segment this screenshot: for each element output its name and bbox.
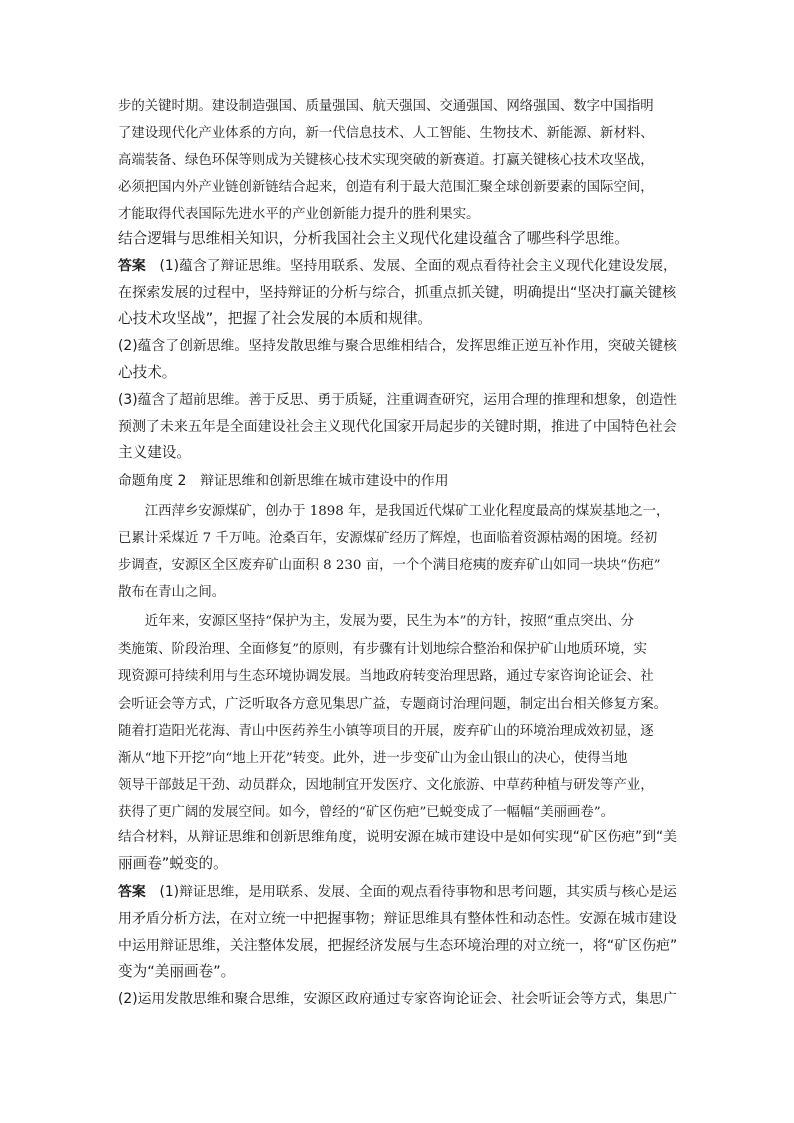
answer-line: 答案 (1)辩证思维，是用联系、发展、全面的观点看待事物和思考问题，其实质与核心是运 (118, 884, 677, 900)
material-line: 了建设现代化产业体系的方向，新一代信息技术、人工智能、生物技术、新能源、新材料、 (118, 126, 654, 141)
question-text: 结合材料，从辩证思维和创新思维角度，说明安源在城市建设中是如何实现“矿区伤疤”到“美 (118, 829, 677, 845)
answer-line: 主义建设。 (118, 444, 191, 461)
material-line: 随着打造阳光花海、青山中医药养生小镇等项目的开展，废弃矿山的环境治理成效初显，逐 (118, 724, 654, 739)
answer-line: 在探索发展的过程中，坚持辩证的分析与综合，抓重点抓关键，明确提出“坚决打赢关键核 (118, 285, 677, 301)
material-line: 近年来，安源区坚持“保护为主，发展为要，民生为本”的方针，按照“重点突出、分 (118, 614, 634, 629)
material-line: 步调查，安源区全区废弃矿山面积 8 230 亩，一个个满目疮痍的废弃矿山如同一块块“伤疤” (118, 558, 661, 573)
answer-line: 心技术。 (118, 364, 177, 381)
material-line: 步的关键时期。建设制造强国、质量强国、航天强国、交通强国、网络强国、数字中国指明 (118, 99, 654, 114)
answer-line: 心技术攻坚战”，把握了社会发展的本质和规律。 (118, 310, 433, 327)
section-title: 命题角度 2 辩证思维和创新思维在城市建设中的作用 (118, 473, 449, 489)
material-line: 获得了更广阔的发展空间。如今，曾经的“矿区伤疤”已蜕变成了一幅幅“美丽画卷”。 (118, 805, 615, 820)
answer-line: 变为“美丽画卷”。 (118, 963, 236, 980)
answer-line: (3)蕴含了超前思维。善于反思、勇于质疑，注重调查研究，运用合理的推理和想象，创造性 (118, 392, 677, 408)
answer-line: 中运用辩证思维，关注整体发展，把握经济发展与生态环境治理的对立统一，将“矿区伤疤” (118, 938, 678, 954)
material-line: 散布在青山之间。 (118, 585, 226, 600)
answer-line: 用矛盾分析方法，在对立统一中把握事物；辩证思维具有整体性和动态性。安源在城市建设 (118, 911, 677, 927)
material-line: 会听证会等方式，广泛听取各方意见集思广益，专题商讨治理问题，制定出台相关修复方案。 (118, 697, 668, 712)
answer-line: 预测了未来五年是全面建设社会主义现代化国家开局起步的关键时期，推进了中国特色社会 (118, 419, 677, 435)
material-line: 高端装备、绿色环保等则成为关键核心技术实现突破的新赛道。打赢关键核心技术攻坚战， (118, 153, 654, 168)
material-line: 江西萍乡安源煤矿，创办于 1898 年，是我国近代煤矿工业化程度最高的煤炭基地之一， (118, 504, 670, 519)
answer-label: 答案 (118, 258, 146, 274)
answer-line: (2)运用发散思维和聚合思维，安源区政府通过专家咨询论证会、社会听证会等方式，集思广 (118, 991, 677, 1007)
answer-line: 答案 (1)蕴含了辩证思维。坚持用联系、发展、全面的观点看待社会主义现代化建设发展， (118, 258, 677, 274)
material-line: 类施策、阶段治理、全面修复”的原则，有步骤有计划地综合整治和保护矿山地质环境，实 (118, 642, 648, 657)
material-line: 才能取得代表国际先进水平的产业创新能力提升的胜利果实。 (118, 207, 480, 222)
question-text: 丽画卷”蜕变的。 (118, 855, 228, 872)
material-line: 渐从“地下开挖”向“地上开花”转变。此外，进一步变矿山为金山银山的决心，使得当地 (118, 751, 628, 766)
answer-label: 答案 (118, 884, 146, 900)
material-line: 已累计采煤近 7 千万吨。沧桑百年，安源煤矿经历了辉煌，也面临着资源枯竭的困境。经初 (118, 531, 658, 546)
question-text: 结合逻辑与思维相关知识，分析我国社会主义现代化建设蕴含了哪些科学思维。 (118, 230, 629, 247)
material-line: 现资源可持续利用与生态环境协调发展。当地政府转变治理思路，通过专家咨询论证会、社 (118, 669, 654, 684)
answer-line: (2)蕴含了创新思维。坚持发散思维与聚合思维相结合，发挥思维正逆互补作用，突破关键核 (118, 338, 677, 354)
material-line: 必须把国内外产业链创新链结合起来，创造有利于最大范围汇聚全球创新要素的国际空间， (118, 180, 654, 195)
material-line: 领导干部鼓足干劲、动员群众，因地制宜开发医疗、文化旅游、中草药种植与研发等产业， (118, 778, 654, 793)
